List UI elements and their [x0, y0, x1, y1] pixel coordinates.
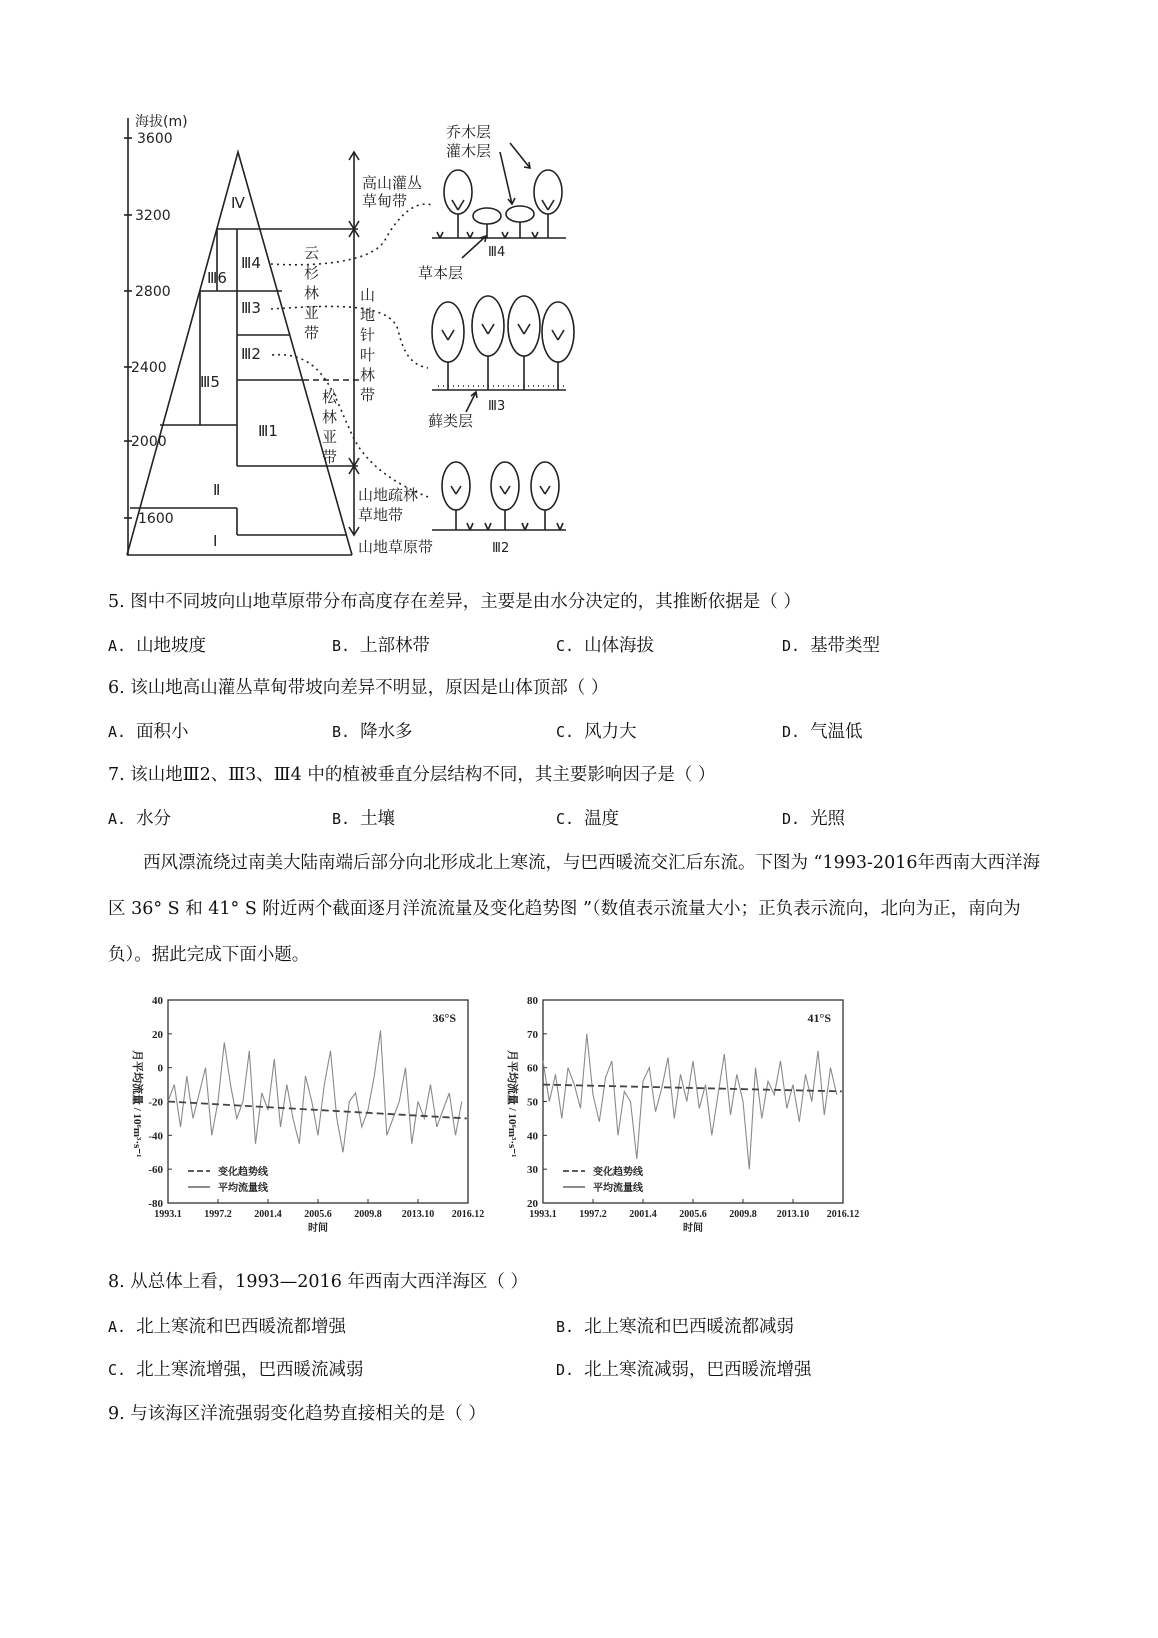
y-tick-label: 30: [527, 1164, 538, 1177]
q8-option-b[interactable]: B. 北上寒流和巴西暖流都减弱: [556, 1317, 795, 1337]
zone-label-iii5: Ⅲ5: [200, 373, 220, 391]
chart-41s: [495, 990, 865, 1245]
y-tick-label: 50: [527, 1096, 538, 1109]
y-tick-2800: 2800: [135, 284, 171, 300]
zone-label-iii6: Ⅲ6: [207, 269, 227, 287]
chart-36s: [118, 990, 485, 1245]
legend-trend-label: 变化趋势线: [218, 1167, 268, 1178]
q7-option-d[interactable]: D. 光照: [782, 809, 846, 829]
y-tick-label: 0: [157, 1062, 163, 1075]
svg-text:林: 林: [322, 408, 338, 426]
x-axis-label: 时间: [308, 1223, 328, 1234]
svg-text:带: 带: [304, 324, 320, 342]
panel-label-iii4: Ⅲ4: [488, 245, 506, 260]
belt-spruce: 云: [304, 244, 320, 262]
zone-label-ii: Ⅱ: [213, 481, 221, 499]
vegetation-iii2: [432, 462, 566, 530]
y-tick-label: 20: [152, 1028, 163, 1041]
y-tick-label: 40: [527, 1130, 538, 1143]
q6-option-a[interactable]: A. 面积小: [108, 722, 189, 742]
belt-sparse-2: 草地带: [358, 506, 404, 524]
x-axis-label: 时间: [683, 1223, 703, 1234]
x-tick-label: 2001.4: [254, 1209, 282, 1220]
y-tick-label: -20: [148, 1096, 163, 1109]
y-tick-label: 20: [527, 1198, 538, 1210]
vertical-zonation-diagram: [110, 100, 610, 575]
question-8: 8. 从总体上看，1993—2016 年西南大西洋海区（ ）: [108, 1272, 528, 1292]
zone-label-iii1: Ⅲ1: [258, 422, 278, 440]
x-tick-label: 2005.6: [304, 1209, 332, 1220]
series-line-flow: [543, 1034, 837, 1169]
q5-option-b[interactable]: B. 上部林带: [332, 636, 431, 656]
vegetation-iii4: [432, 143, 566, 258]
legend-flow-label: 平均流量线: [593, 1183, 643, 1194]
q5-option-d[interactable]: D. 基带类型: [782, 636, 881, 656]
x-tick-label: 2016.12: [826, 1209, 860, 1220]
question-5: 5. 图中不同坡向山地草原带分布高度存在差异，主要是由水分决定的，其推断依据是（ ）: [108, 592, 801, 612]
svg-text:带: 带: [322, 448, 338, 466]
zone-label-iii3: Ⅲ3: [241, 299, 261, 317]
belt-alpine-2: 草甸带: [362, 192, 408, 210]
x-tick-label: 2001.4: [629, 1209, 657, 1220]
x-tick-label: 1997.2: [204, 1209, 232, 1220]
svg-text:亚: 亚: [322, 428, 338, 446]
x-tick-label: 2005.6: [679, 1209, 707, 1220]
svg-text:针: 针: [360, 326, 376, 344]
svg-text:叶: 叶: [360, 346, 376, 364]
belt-pine: 松: [322, 388, 338, 406]
panel-label-iii3: Ⅲ3: [488, 399, 506, 414]
x-tick-label: 2009.8: [354, 1209, 382, 1220]
y-tick-1600: 1600: [138, 511, 174, 527]
series-line-trend: [543, 1085, 842, 1092]
x-tick-label: 1997.2: [579, 1209, 607, 1220]
question-9: 9. 与该海区洋流强弱变化趋势直接相关的是（ ）: [108, 1404, 486, 1424]
q6-option-b[interactable]: B. 降水多: [332, 722, 413, 742]
svg-text:林: 林: [304, 284, 320, 302]
series-line-flow: [168, 1031, 462, 1153]
belt-mountain-conifer: 山: [360, 286, 376, 304]
y-tick-label: -40: [148, 1130, 163, 1143]
x-tick-label: 1993.1: [529, 1209, 557, 1220]
x-tick-label: 2016.12: [451, 1209, 485, 1220]
zone-label-iii4: Ⅲ4: [241, 254, 261, 272]
y-tick-label: 70: [527, 1028, 538, 1041]
q8-option-d[interactable]: D. 北上寒流减弱，巴西暖流增强: [556, 1360, 812, 1380]
y-tick-3200: 3200: [135, 208, 171, 224]
svg-text:杉: 杉: [304, 264, 320, 282]
q6-option-c[interactable]: C. 风力大: [556, 722, 637, 742]
y-tick-3600: 3600: [137, 131, 173, 147]
zone-label-i: Ⅰ: [213, 532, 218, 550]
x-tick-label: 2013.10: [401, 1209, 435, 1220]
q5-option-c[interactable]: C. 山体海拔: [556, 636, 655, 656]
y-tick-label: -60: [148, 1164, 163, 1177]
y-tick-label: -80: [148, 1198, 163, 1210]
panel-label-iii2: Ⅲ2: [492, 541, 510, 556]
question-6: 6. 该山地高山灌丛草甸带坡向差异不明显，原因是山体顶部（ ）: [108, 678, 609, 698]
x-tick-label: 1993.1: [154, 1209, 182, 1220]
arbor-layer-label: 乔木层: [446, 123, 492, 141]
chart-title: 36°S: [432, 1011, 456, 1025]
q7-option-b[interactable]: B. 土壤: [332, 809, 396, 829]
passage: 西风漂流绕过南美大陆南端后部分向北形成北上寒流，与巴西暖流交汇后东流。下图为 “1993-2016年西南大西洋海区 36° S 和 41° S 附近两个截面逐月洋流流量及变化趋势图 ”（数值表示流量大小；正负表示流向，北向为正，南向为负）。据此完成下面小题。: [108, 853, 1040, 965]
question-7: 7. 该山地Ⅲ2、Ⅲ3、Ⅲ4 中的植被垂直分层结构不同，其主要影响因子是（ ）: [108, 765, 716, 785]
vegetation-iii3: [432, 296, 574, 412]
shrub-layer-label: 灌木层: [446, 142, 492, 160]
q7-option-a[interactable]: A. 水分: [108, 809, 172, 829]
plot-frame: [543, 1000, 843, 1203]
q6-option-d[interactable]: D. 气温低: [782, 722, 863, 742]
zone-label-iv: Ⅳ: [231, 194, 245, 212]
y-tick-2000: 2000: [131, 434, 167, 450]
y-axis-label: 月平均流量 / 10⁶m³·s⁻¹: [131, 1050, 143, 1158]
q8-option-c[interactable]: C. 北上寒流增强，巴西暖流减弱: [108, 1360, 364, 1380]
svg-text:带: 带: [360, 386, 376, 404]
belt-alpine: 高山灌丛: [362, 174, 423, 192]
plot-frame: [168, 1000, 468, 1203]
legend-trend-label: 变化趋势线: [593, 1167, 643, 1178]
y-tick-label: 60: [527, 1062, 538, 1075]
y-axis-label: 月平均流量 / 10⁶m³·s⁻¹: [506, 1050, 518, 1158]
y-tick-2400: 2400: [131, 360, 167, 376]
q7-option-c[interactable]: C. 温度: [556, 809, 620, 829]
chart-title: 41°S: [807, 1011, 831, 1025]
svg-text:亚: 亚: [304, 304, 320, 322]
y-tick-label: 80: [527, 995, 538, 1007]
legend-flow-label: 平均流量线: [218, 1183, 268, 1194]
series-line-trend: [168, 1102, 467, 1119]
q8-option-a[interactable]: A. 北上寒流和巴西暖流都增强: [108, 1317, 347, 1337]
x-tick-label: 2009.8: [729, 1209, 757, 1220]
belt-sparse: 山地疏林: [358, 486, 419, 504]
svg-text:林: 林: [360, 366, 376, 384]
zone-label-iii2: Ⅲ2: [241, 345, 261, 363]
moss-layer-label: 藓类层: [428, 412, 474, 430]
svg-text:地: 地: [360, 306, 376, 324]
herb-layer-label: 草本层: [418, 264, 464, 282]
x-tick-label: 2013.10: [776, 1209, 810, 1220]
y-tick-label: 40: [152, 995, 163, 1007]
q5-option-a[interactable]: A. 山地坡度: [108, 636, 207, 656]
y-axis-label: 海拔(m): [135, 114, 188, 130]
belt-steppe: 山地草原带: [358, 538, 434, 556]
